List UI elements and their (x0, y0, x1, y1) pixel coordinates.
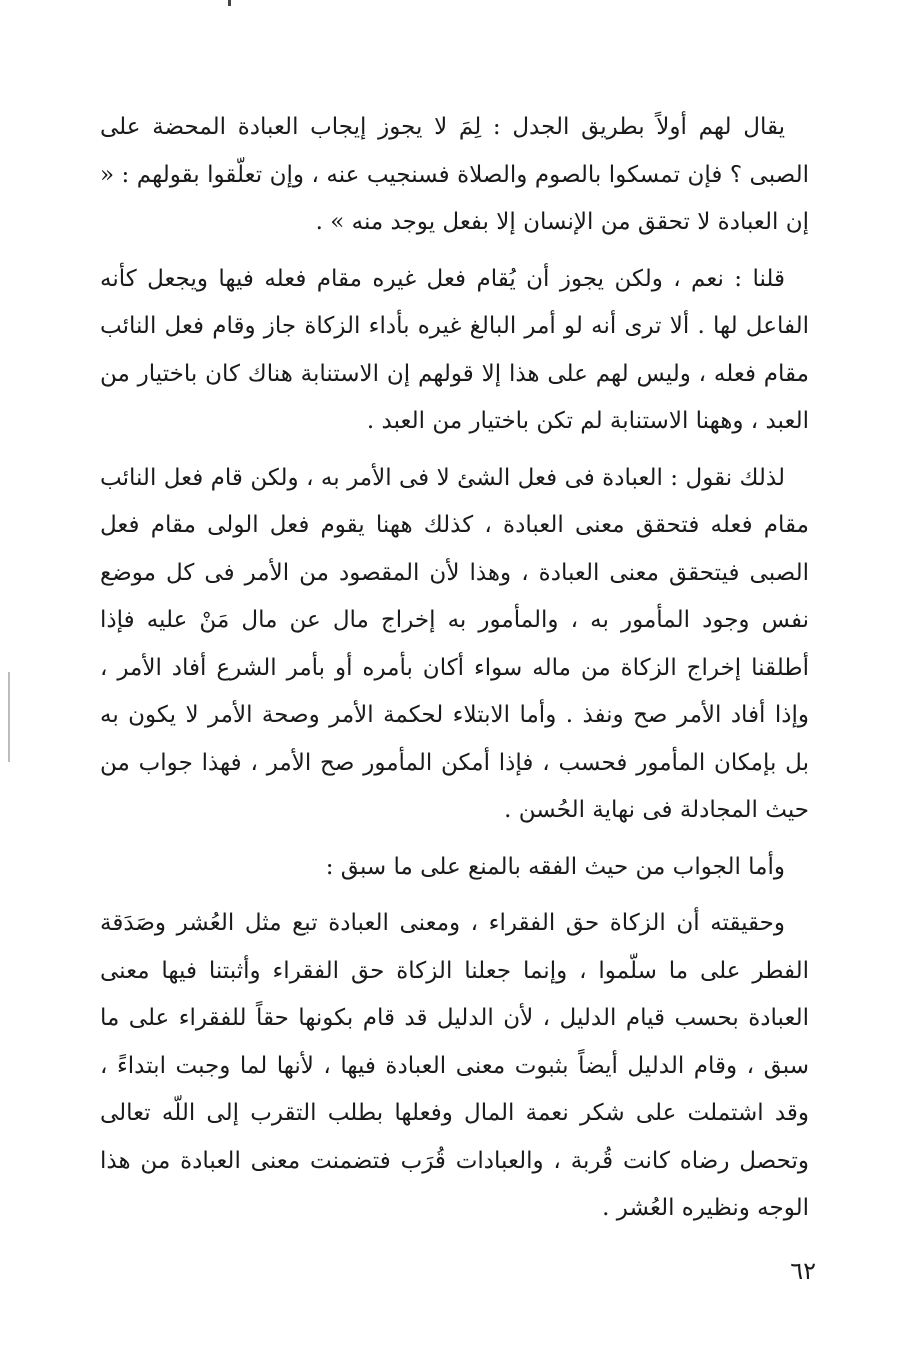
paragraph-3: لذلك نقول : العبادة فى فعل الشئ لا فى الأمر به ، ولكن قام فعل النائب مقام فعله فتحقق معنى العبادة ، كذلك ههنا يقوم فعل الولى مقام فعل الصبى فيتحقق معنى العبادة ، وهذا لأن المقصود من الأمر فى كل موضع نفس وجود المأمور به ، والمأمور به إخراج مال عن مال مَنْ عليه فإذا أطلقنا إخراج الزكاة من ماله سواء أكان بأمره أو بأمر الشرع أفاد الأمر ، وإذا أفاد الأمر صح ونفذ . وأما الابتلاء لحكمة الأمر وصحة الأمر لا يكون به بل بإمكان المأمور فحسب ، فإذا أمكن المأمور صح الأمر ، فهذا جواب من حيث المجادلة فى نهاية الحُسن . (100, 464, 809, 823)
paragraph-4: وأما الجواب من حيث الفقه بالمنع على ما سبق : (325, 853, 785, 880)
paragraph-5: وحقيقته أن الزكاة حق الفقراء ، ومعنى العبادة تبع مثل العُشر وصَدَقة الفطر على ما سلّموا ، وإنما جعلنا الزكاة حق الفقراء وأثبتنا فيها معنى العبادة بحسب قيام الدليل ، لأن الدليل قد قام بكونها حقاً للفقراء على ما سبق ، وقام الدليل أيضاً بثبوت معنى العبادة فيها ، لأنها لما وجبت ابتداءً ، وقد اشتملت على شكر نعمة المال وفعلها بطلب التقرب إلى اللّه تعالى وتحصل رضاه كانت قُربة ، والعبادات قُرَب فتضمنت معنى العبادة من هذا الوجه ونظيره العُشر . (100, 910, 809, 1221)
paragraph-1: يقال لهم أولاً بطريق الجدل : لِمَ لا يجوز إيجاب العبادة المحضة على الصبى ؟ فإن تمسكوا بالصوم والصلاة فسنجيب عنه ، وإن تعلّقوا بقولهم : « إن العبادة لا تحقق من الإنسان إلا بفعل يوجد منه » . (100, 114, 809, 235)
scan-artifact (228, 0, 231, 6)
page-number: ٦٢ (790, 1257, 816, 1285)
body-text (100, 104, 809, 1233)
paragraph-2: قلنا : نعم ، ولكن يجوز أن يُقام فعل غيره مقام فعله فيها ويجعل كأنه الفاعل لها . ألا ترى أنه لو أمر البالغ غيره بأداء الزكاة جاز وقام فعل النائب مقام فعله ، وليس لهم على هذا إلا قولهم إن الاستنابة هناك كان باختيار من العبد ، وههنا الاستنابة لم تكن باختيار من العبد . (100, 265, 809, 434)
margin-shadow (8, 672, 10, 762)
